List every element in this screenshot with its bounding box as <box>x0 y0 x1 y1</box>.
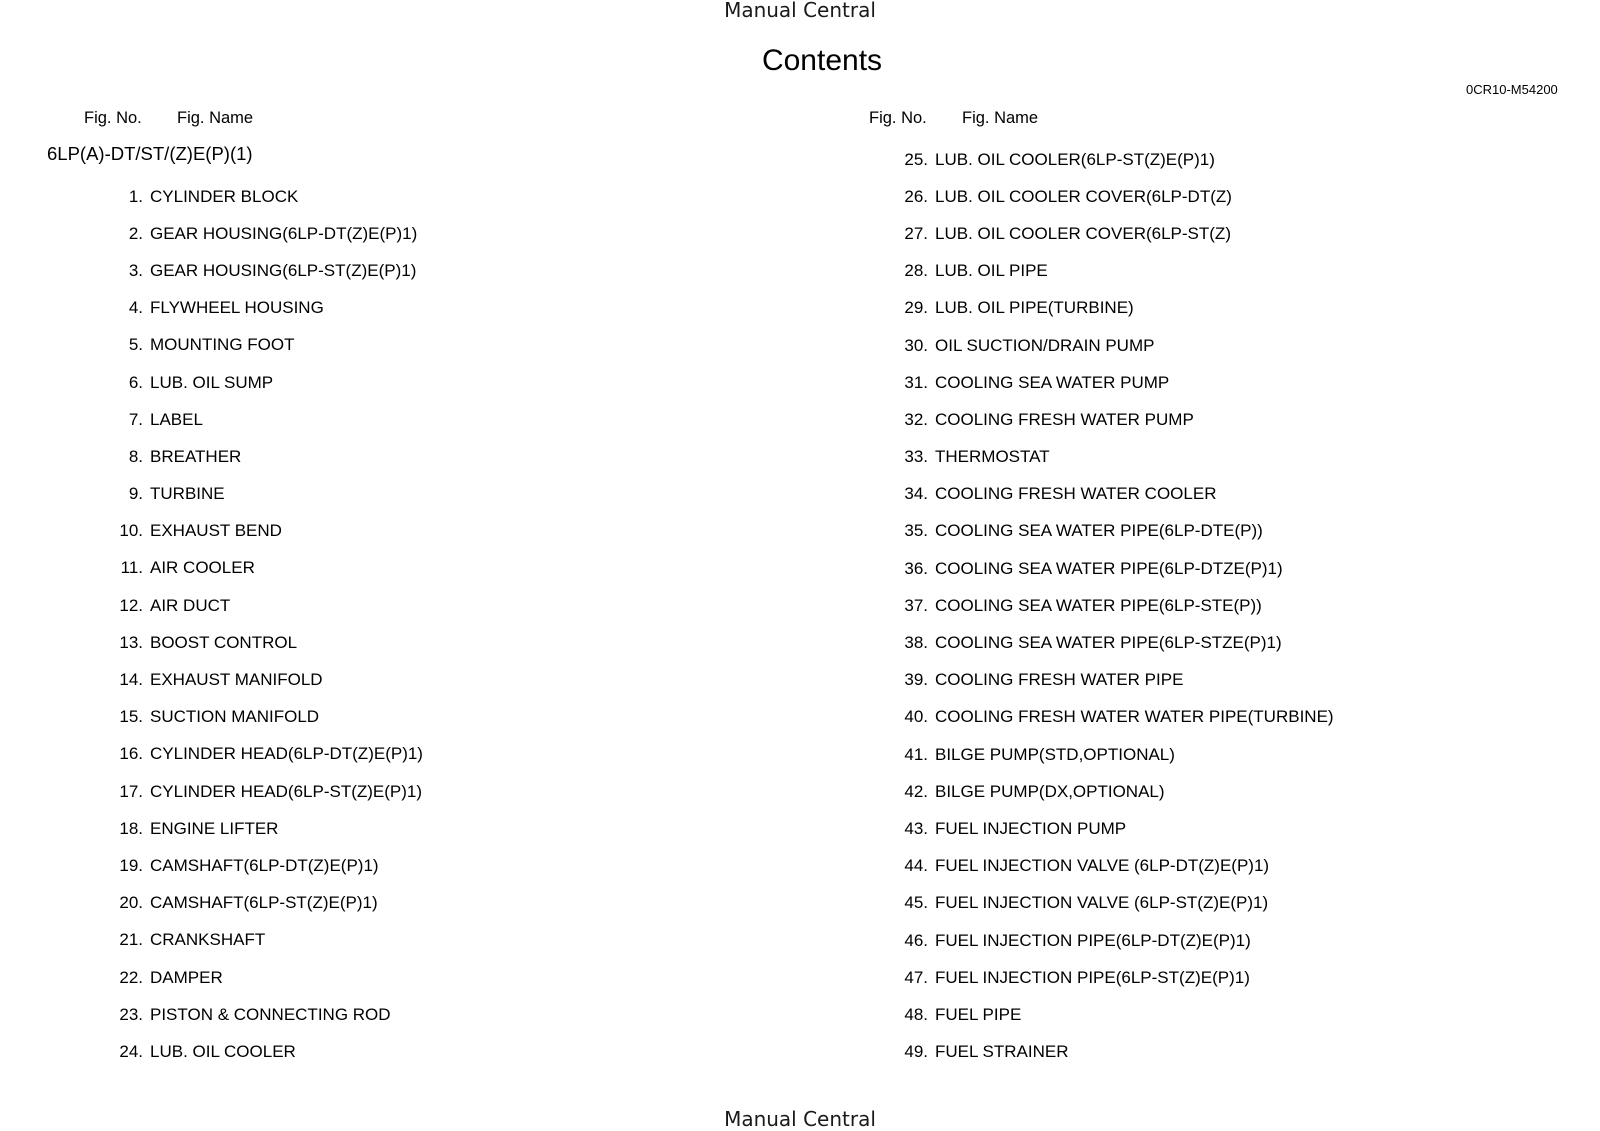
toc-entry[interactable] <box>885 624 1334 661</box>
toc-entry[interactable] <box>100 922 423 959</box>
toc-entry[interactable] <box>100 513 423 550</box>
fig-number: 41. <box>904 744 928 764</box>
toc-entry[interactable] <box>885 141 1334 178</box>
toc-entry[interactable] <box>885 327 1334 364</box>
fig-name: COOLING FRESH WATER WATER PIPE(TURBINE) <box>935 707 1334 727</box>
fig-name: ENGINE LIFTER <box>150 818 279 838</box>
toc-entry[interactable] <box>885 253 1334 290</box>
fig-name: DAMPER <box>150 967 223 987</box>
fig-name: FLYWHEEL HOUSING <box>150 298 324 318</box>
fig-name: OIL SUCTION/DRAIN PUMP <box>935 335 1155 355</box>
toc-entry[interactable] <box>885 736 1334 773</box>
fig-number: 22. <box>119 967 143 987</box>
fig-number: 44. <box>904 856 928 876</box>
fig-name: COOLING FRESH WATER COOLER <box>935 484 1217 504</box>
fig-name: EXHAUST BEND <box>150 521 282 541</box>
fig-number: 17. <box>119 781 143 801</box>
fig-name: THERMOSTAT <box>935 447 1050 467</box>
fig-number: 48. <box>904 1004 928 1024</box>
fig-name: FUEL INJECTION VALVE (6LP-ST(Z)E(P)1) <box>935 893 1269 913</box>
fig-number: 20. <box>119 893 143 913</box>
toc-entry[interactable] <box>885 364 1334 401</box>
toc-entry[interactable] <box>885 922 1334 959</box>
toc-entry[interactable] <box>885 550 1334 587</box>
toc-entry[interactable] <box>885 848 1334 885</box>
toc-entry[interactable] <box>100 178 423 215</box>
fig-name: CAMSHAFT(6LP-ST(Z)E(P)1) <box>150 893 378 913</box>
fig-number: 30. <box>904 335 928 355</box>
toc-entry[interactable] <box>100 438 423 475</box>
fig-name: LUB. OIL COOLER COVER(6LP-DT(Z) <box>935 186 1232 206</box>
fig-number: 14. <box>119 670 143 690</box>
fig-name: BILGE PUMP(DX,OPTIONAL) <box>935 781 1165 801</box>
toc-entry[interactable] <box>885 215 1334 252</box>
toc-entry[interactable] <box>885 699 1334 736</box>
fig-number: 13. <box>119 632 143 652</box>
watermark-bottom: Manual Central <box>724 1107 876 1131</box>
toc-entry[interactable] <box>885 401 1334 438</box>
fig-number: 49. <box>904 1042 928 1062</box>
toc-entry[interactable] <box>100 1033 423 1070</box>
fig-number: 16. <box>119 744 143 764</box>
toc-list-right <box>885 141 1334 1071</box>
toc-entry[interactable] <box>100 550 423 587</box>
fig-number: 24. <box>119 1041 143 1061</box>
toc-entry[interactable] <box>100 587 423 624</box>
document-code: 0CR10-M54200 <box>1466 82 1558 97</box>
fig-number: 6. <box>128 372 143 392</box>
fig-name: FUEL PIPE <box>935 1004 1022 1024</box>
fig-number: 31. <box>904 372 928 392</box>
fig-name: COOLING FRESH WATER PUMP <box>935 409 1194 429</box>
toc-entry[interactable] <box>885 885 1334 922</box>
fig-name: LUB. OIL SUMP <box>150 372 274 392</box>
fig-name: CYLINDER HEAD(6LP-DT(Z)E(P)1) <box>150 744 423 764</box>
fig-number: 2. <box>128 223 143 243</box>
toc-entry[interactable] <box>100 327 423 364</box>
toc-entry[interactable] <box>885 662 1334 699</box>
fig-number: 5. <box>128 335 143 355</box>
fig-number: 18. <box>119 818 143 838</box>
fig-name: COOLING FRESH WATER PIPE <box>935 670 1184 690</box>
fig-name: LUB. OIL COOLER <box>150 1041 296 1061</box>
toc-entry[interactable] <box>100 847 423 884</box>
fig-name: COOLING SEA WATER PIPE(6LP-STZE(P)1) <box>935 633 1282 653</box>
fig-name: LABEL <box>150 409 203 429</box>
fig-number: 1. <box>128 186 143 206</box>
fig-number: 3. <box>128 260 143 280</box>
left-fig-no-header: Fig. No. <box>84 109 142 127</box>
toc-entry[interactable] <box>100 736 423 773</box>
toc-entry[interactable] <box>100 959 423 996</box>
fig-name: CRANKSHAFT <box>150 930 266 950</box>
fig-name: CYLINDER BLOCK <box>150 186 299 206</box>
toc-entry[interactable] <box>100 885 423 922</box>
fig-number: 36. <box>904 558 928 578</box>
fig-number: 12. <box>119 595 143 615</box>
fig-number: 26. <box>904 186 928 206</box>
fig-number: 37. <box>904 595 928 615</box>
toc-entry[interactable] <box>885 290 1334 327</box>
watermark-top: Manual Central <box>724 0 876 22</box>
fig-number: 40. <box>904 707 928 727</box>
toc-entry[interactable] <box>885 810 1334 847</box>
fig-name: FUEL INJECTION PUMP <box>935 818 1127 838</box>
fig-number: 33. <box>904 447 928 467</box>
fig-name: LUB. OIL PIPE <box>935 261 1048 281</box>
fig-name: COOLING SEA WATER PIPE(6LP-DTZE(P)1) <box>935 558 1283 578</box>
fig-number: 42. <box>904 781 928 801</box>
toc-entry[interactable] <box>100 252 423 289</box>
fig-name: FUEL INJECTION PIPE(6LP-DT(Z)E(P)1) <box>935 930 1251 950</box>
right-fig-name-header: Fig. Name <box>962 109 1039 127</box>
right-fig-no-header: Fig. No. <box>869 109 927 127</box>
fig-number: 47. <box>904 967 928 987</box>
fig-number: 19. <box>119 855 143 875</box>
fig-number: 28. <box>904 261 928 281</box>
fig-number: 46. <box>904 930 928 950</box>
fig-name: AIR DUCT <box>150 595 231 615</box>
fig-number: 11. <box>120 558 143 578</box>
fig-name: AIR COOLER <box>150 558 255 578</box>
toc-entry[interactable] <box>885 178 1334 215</box>
fig-name: FUEL INJECTION VALVE (6LP-DT(Z)E(P)1) <box>935 856 1270 876</box>
fig-name: EXHAUST MANIFOLD <box>150 670 323 690</box>
toc-entry[interactable] <box>885 476 1334 513</box>
fig-number: 32. <box>904 409 928 429</box>
fig-number: 29. <box>904 298 928 318</box>
fig-name: CYLINDER HEAD(6LP-ST(Z)E(P)1) <box>150 781 423 801</box>
fig-number: 34. <box>904 484 928 504</box>
fig-name: COOLING SEA WATER PUMP <box>935 372 1170 392</box>
page-title: Contents <box>761 44 883 77</box>
fig-name: LUB. OIL COOLER(6LP-ST(Z)E(P)1) <box>935 149 1215 169</box>
fig-number: 23. <box>119 1004 143 1024</box>
left-fig-name-header: Fig. Name <box>177 109 254 127</box>
toc-entry[interactable] <box>885 587 1334 624</box>
toc-entry[interactable] <box>100 810 423 847</box>
section-title: 6LP(A)-DT/ST/(Z)E(P)(1) <box>47 143 253 164</box>
toc-entry[interactable] <box>100 215 423 252</box>
fig-name: FUEL INJECTION PIPE(6LP-ST(Z)E(P)1) <box>935 967 1250 987</box>
fig-name: FUEL STRAINER <box>935 1042 1069 1062</box>
fig-number: 10. <box>119 521 143 541</box>
fig-name: BREATHER <box>150 446 242 466</box>
fig-number: 39. <box>904 670 928 690</box>
fig-name: COOLING SEA WATER PIPE(6LP-DTE(P)) <box>935 521 1263 541</box>
toc-entry[interactable] <box>885 959 1334 996</box>
fig-number: 38. <box>904 633 928 653</box>
toc-entry[interactable] <box>885 996 1334 1033</box>
toc-list-left <box>100 178 423 1071</box>
fig-name: PISTON & CONNECTING ROD <box>150 1004 391 1024</box>
fig-name: LUB. OIL PIPE(TURBINE) <box>935 298 1134 318</box>
toc-entry[interactable] <box>100 661 423 698</box>
fig-number: 43. <box>904 818 928 838</box>
toc-entry[interactable] <box>100 401 423 438</box>
fig-name: BOOST CONTROL <box>150 632 298 652</box>
fig-name: SUCTION MANIFOLD <box>150 707 320 727</box>
fig-name: GEAR HOUSING(6LP-ST(Z)E(P)1) <box>150 260 417 280</box>
toc-entry[interactable] <box>885 439 1334 476</box>
fig-name: CAMSHAFT(6LP-DT(Z)E(P)1) <box>150 855 379 875</box>
fig-name: BILGE PUMP(STD,OPTIONAL) <box>935 744 1175 764</box>
fig-name: MOUNTING FOOT <box>150 335 295 355</box>
toc-entry[interactable] <box>885 773 1334 810</box>
toc-entry[interactable] <box>100 476 423 513</box>
toc-entry[interactable] <box>100 290 423 327</box>
fig-name: GEAR HOUSING(6LP-DT(Z)E(P)1) <box>150 223 418 243</box>
toc-entry[interactable] <box>885 1034 1334 1071</box>
toc-entry[interactable] <box>100 699 423 736</box>
fig-name: COOLING SEA WATER PIPE(6LP-STE(P)) <box>935 595 1262 615</box>
toc-entry[interactable] <box>885 513 1334 550</box>
fig-number: 45. <box>904 893 928 913</box>
fig-number: 9. <box>128 484 143 504</box>
toc-entry[interactable] <box>100 773 423 810</box>
toc-entry[interactable] <box>100 624 423 661</box>
fig-number: 25. <box>904 149 928 169</box>
fig-number: 4. <box>128 298 143 318</box>
fig-number: 15. <box>119 707 143 727</box>
fig-number: 21. <box>119 930 143 950</box>
toc-entry[interactable] <box>100 364 423 401</box>
fig-number: 8. <box>128 446 143 466</box>
toc-entry[interactable] <box>100 996 423 1033</box>
fig-number: 7. <box>128 409 143 429</box>
fig-number: 27. <box>904 223 928 243</box>
fig-name: LUB. OIL COOLER COVER(6LP-ST(Z) <box>935 223 1231 243</box>
fig-name: TURBINE <box>150 484 225 504</box>
fig-number: 35. <box>904 521 928 541</box>
